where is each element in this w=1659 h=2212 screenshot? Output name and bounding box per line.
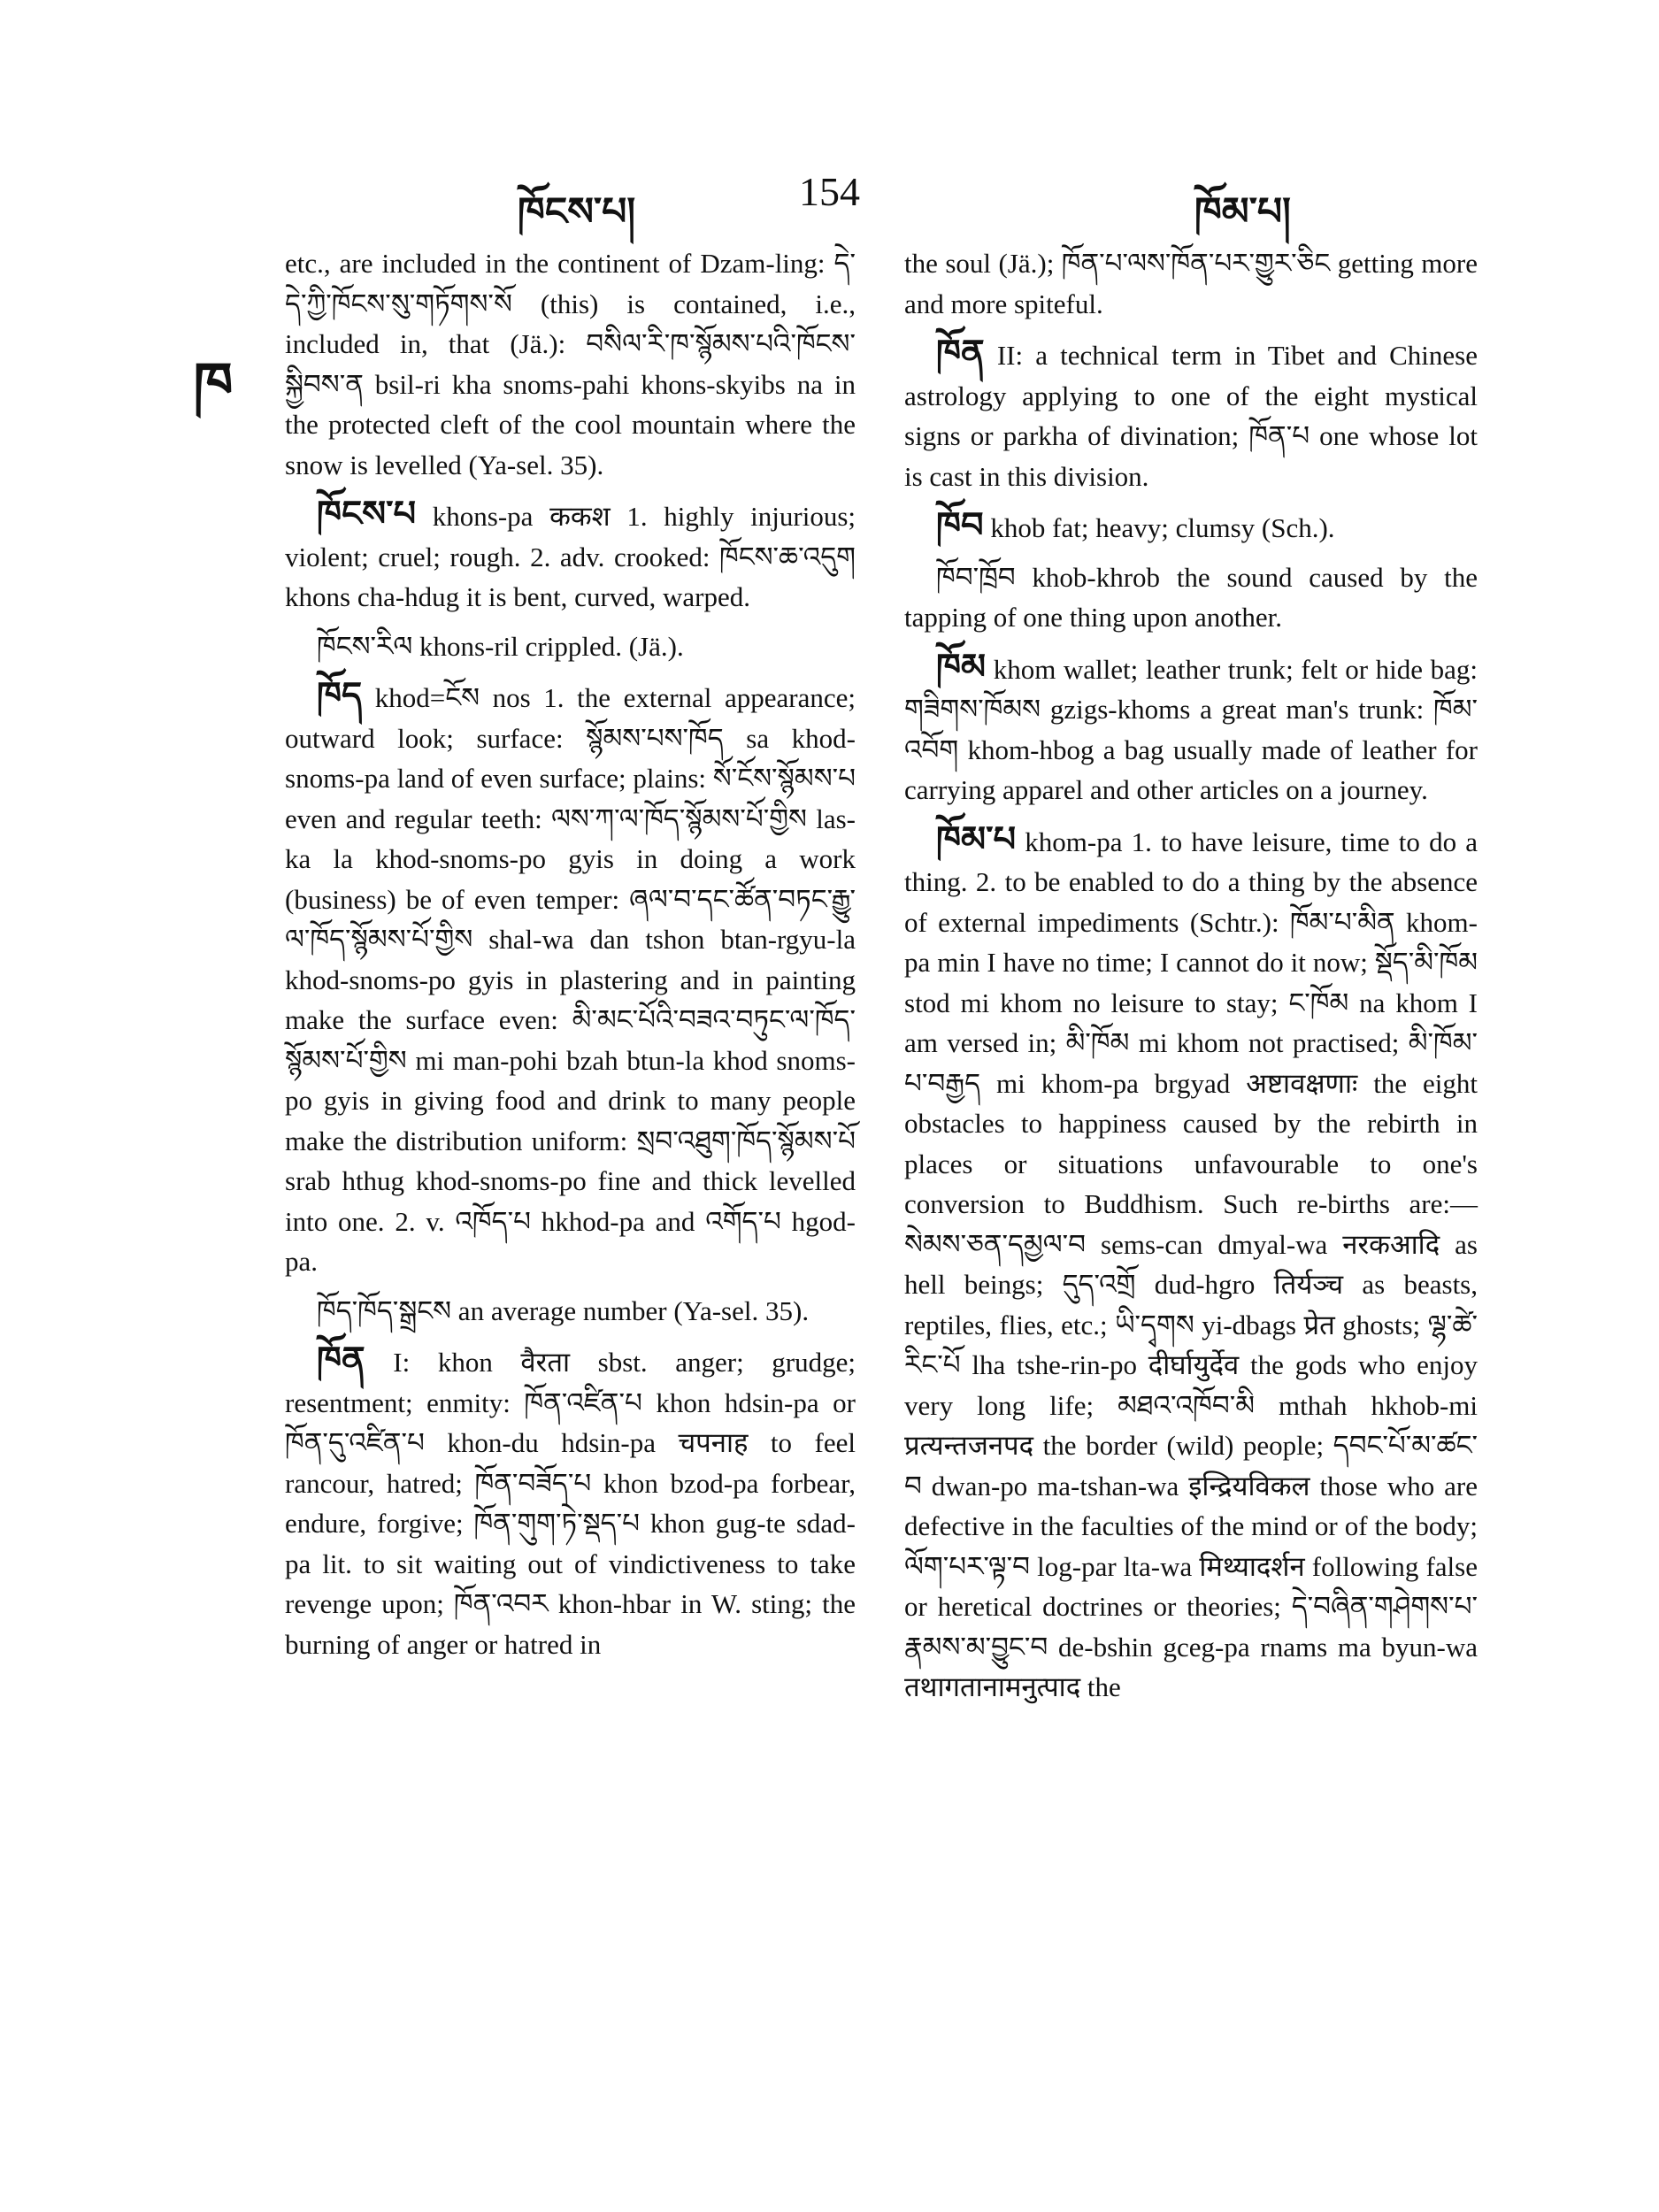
dictionary-entry [285, 494, 856, 618]
page-number: 154 [799, 169, 860, 214]
entry-definition: II: a technical term in Tibet and Chinese astrology applying to one of the eight mystical signs or parkha of divination; ཁོན་པ one whose lot is cast in this division. [904, 340, 1479, 492]
entry-definition: khob fat; heavy; clumsy (Sch.). [990, 512, 1335, 543]
sub-entry: ཁོངས་རིལ khons-ril crippled. (Jä.). [317, 630, 684, 662]
dictionary-entry [904, 505, 1478, 549]
entry-definition: khod=ངོས nos 1. the external appearance; outward look; surface: སྙོམས་པས་ཁོད sa khod-snoms-pa land of even surface; plains: སོ་ངོས་སྙོམས་པ even and regular teeth: ལས་ཀ་ལ་ཁོད་སྙོམས་པོ་གྱིས las-ka la khod-snoms-po gyis in doing a work (business) be of even temper: ཞལ་བ་དང་ཚོན་བཏང་རྒྱུ་ལ་ཁོད་སྙོམས་པོ་གྱིས shal-wa dan tshon btan-rgyu-la khod-snoms-po gyis in plastering and in painting make the surface even: མི་མང་པོའི་བཟའ་བཏུང་ལ་ཁོད་སྙོམས་པོ་གྱིས mi man-pohi bzah btun-la khod snoms-po gyis in giving food and drink to many people make the distribution uniform: སྲབ་འཐུག་ཁོད་སྙོམས་པོ srab hthug khod-snoms-po fine and thick levelled into one. 2. v. འཁོད་པ hkhod-pa and འགོད་པ hgod-pa. [285, 682, 856, 1277]
header-left-word: ཁོངས་པ། [518, 190, 636, 234]
entry-definition: khom-pa 1. to have leisure, time to do a thing. 2. to be enabled to do a thing by the absence of external impediments (Schtr.): ཁོམ་པ་མིན khom-pa min I have no time; I cannot do it now; སྡོད་མི་ཁོམ stod mi khom no leisure to stay; ང་ཁོམ na khom I am versed in; མི་ཁོམ mi khom not practised; མི་ཁོམ་པ་བརྒྱད mi khom-pa brgyad अष्टावक्षणाः the eight obstacles to happiness caused by the rebirth in places or situations unfavourable to one's conversion to Buddhism. Such re-births are:—སེམས་ཅན་དམྱལ་བ sems-can dmyal-wa नरकआदि as hell beings; དུད་འགྲོ dud-hgro तिर्यञ्च as beasts, reptiles, flies, etc.; ཡི་དྭགས yi-dbags प्रेत ghosts; ལྷ་ཚེ་རིང་པོ lha tshe-rin-po दीर्घायुर्देव the gods who enjoy very long life; མཐའ་འཁོབ་མི mthah hkhob-mi प्रत्यन्तजनपद the border (wild) people; དབང་པོ་མ་ཚང་བ dwan-po ma-tshan-wa इन्द्रियविकल those who are defective in the faculties of the mind or of the body; ལོག་པར་ལྟ་བ log-par lta-wa मिथ्यादर्शन following false or heretical doctrines or theories; དེ་བཞིན་གཤེགས་པ་རྣམས་མ་བྱུང་བ de-bshin gceg-pa rnams ma byun-wa तथागतानामनुत्पाद the [904, 826, 1479, 1702]
sub-entry: ཁོབ་ཁྲོབ khob-khrob the sound caused by the tapping of one thing upon another. [904, 561, 1478, 633]
dictionary-entry [904, 819, 1478, 1708]
right-column [904, 243, 1478, 1717]
page-header [0, 168, 1659, 234]
entry-definition: I: khon वैरता sbst. anger; grudge; resentment; enmity: ཁོན་འཛིན་པ khon hdsin-pa or ཁོན་དུ་འཛིན་པ khon-du hdsin-pa चपनाह to feel rancour, hatred; ཁོན་བཟོད་པ khon bzod-pa forbear, endure, forgive; ཁོན་གུག་ཏེ་སྡད་པ khon gug-te sdad-pa lit. to sit waiting out of vindictiveness to take revenge upon; ཁོན་འབར khon-hbar in W. sting; the burning of anger or hatred in [285, 1347, 856, 1660]
entry-headword: ཁོབ [936, 505, 984, 545]
entry-definition: khons-pa ककश 1. highly injurious; violent; cruel; rough. 2. adv. crooked: ཁོངས་ཆ་འདུག khons cha-hdug it is bent, curved, warped. [285, 501, 856, 612]
entry-headword: ཁོམ་པ [936, 818, 1017, 859]
entry-headword: ཁོན [317, 1340, 365, 1379]
margin-letter-icon: ཁ [193, 352, 230, 415]
header-right-word: ཁོམ་པ། [1194, 190, 1291, 234]
sub-entry: ཁོད་ཁོད་སྒྲངས an average number (Ya-sel. 35). [317, 1294, 810, 1326]
dictionary-entry [285, 675, 856, 1282]
dictionary-entry [285, 1340, 856, 1664]
entry-continuation: etc., are included in the continent of Dzam-ling: དེ་དེ་ཀྱི་ཁོངས་སུ་གཏོགས་སོ (this) is contained, i.e., included in, that (Jä.): བསིལ་རི་ཁ་སྙོམས་པའི་ཁོངས་སྐྱིབས་ན bsil-ri kha snoms-pahi khons-skyibs na in the protected cleft of the cool mountain where the snow is levelled (Ya-sel. 35). [285, 248, 856, 480]
entry-definition: khom wallet; leather trunk; felt or hide bag: གཟིགས་ཁོམས gzigs-khoms a great man's trunk: ཁོམ་འབོག khom-hbog a bag usually made of leather for carrying apparel and other articles on a journey. [904, 653, 1478, 805]
entry-continuation: the soul (Jä.); ཁོན་པ་ལས་ཁོན་པར་གྱུར་ཅིང getting more and more spiteful. [904, 248, 1478, 319]
entry-headword: ཁོམ [936, 646, 987, 687]
dictionary-entry [904, 647, 1478, 810]
entry-headword: ཁོངས་པ [317, 494, 417, 534]
entry-headword: ཁོད [317, 675, 363, 715]
dictionary-entry [904, 333, 1478, 496]
left-column [285, 243, 856, 1673]
entry-headword: ཁོན [936, 333, 985, 373]
